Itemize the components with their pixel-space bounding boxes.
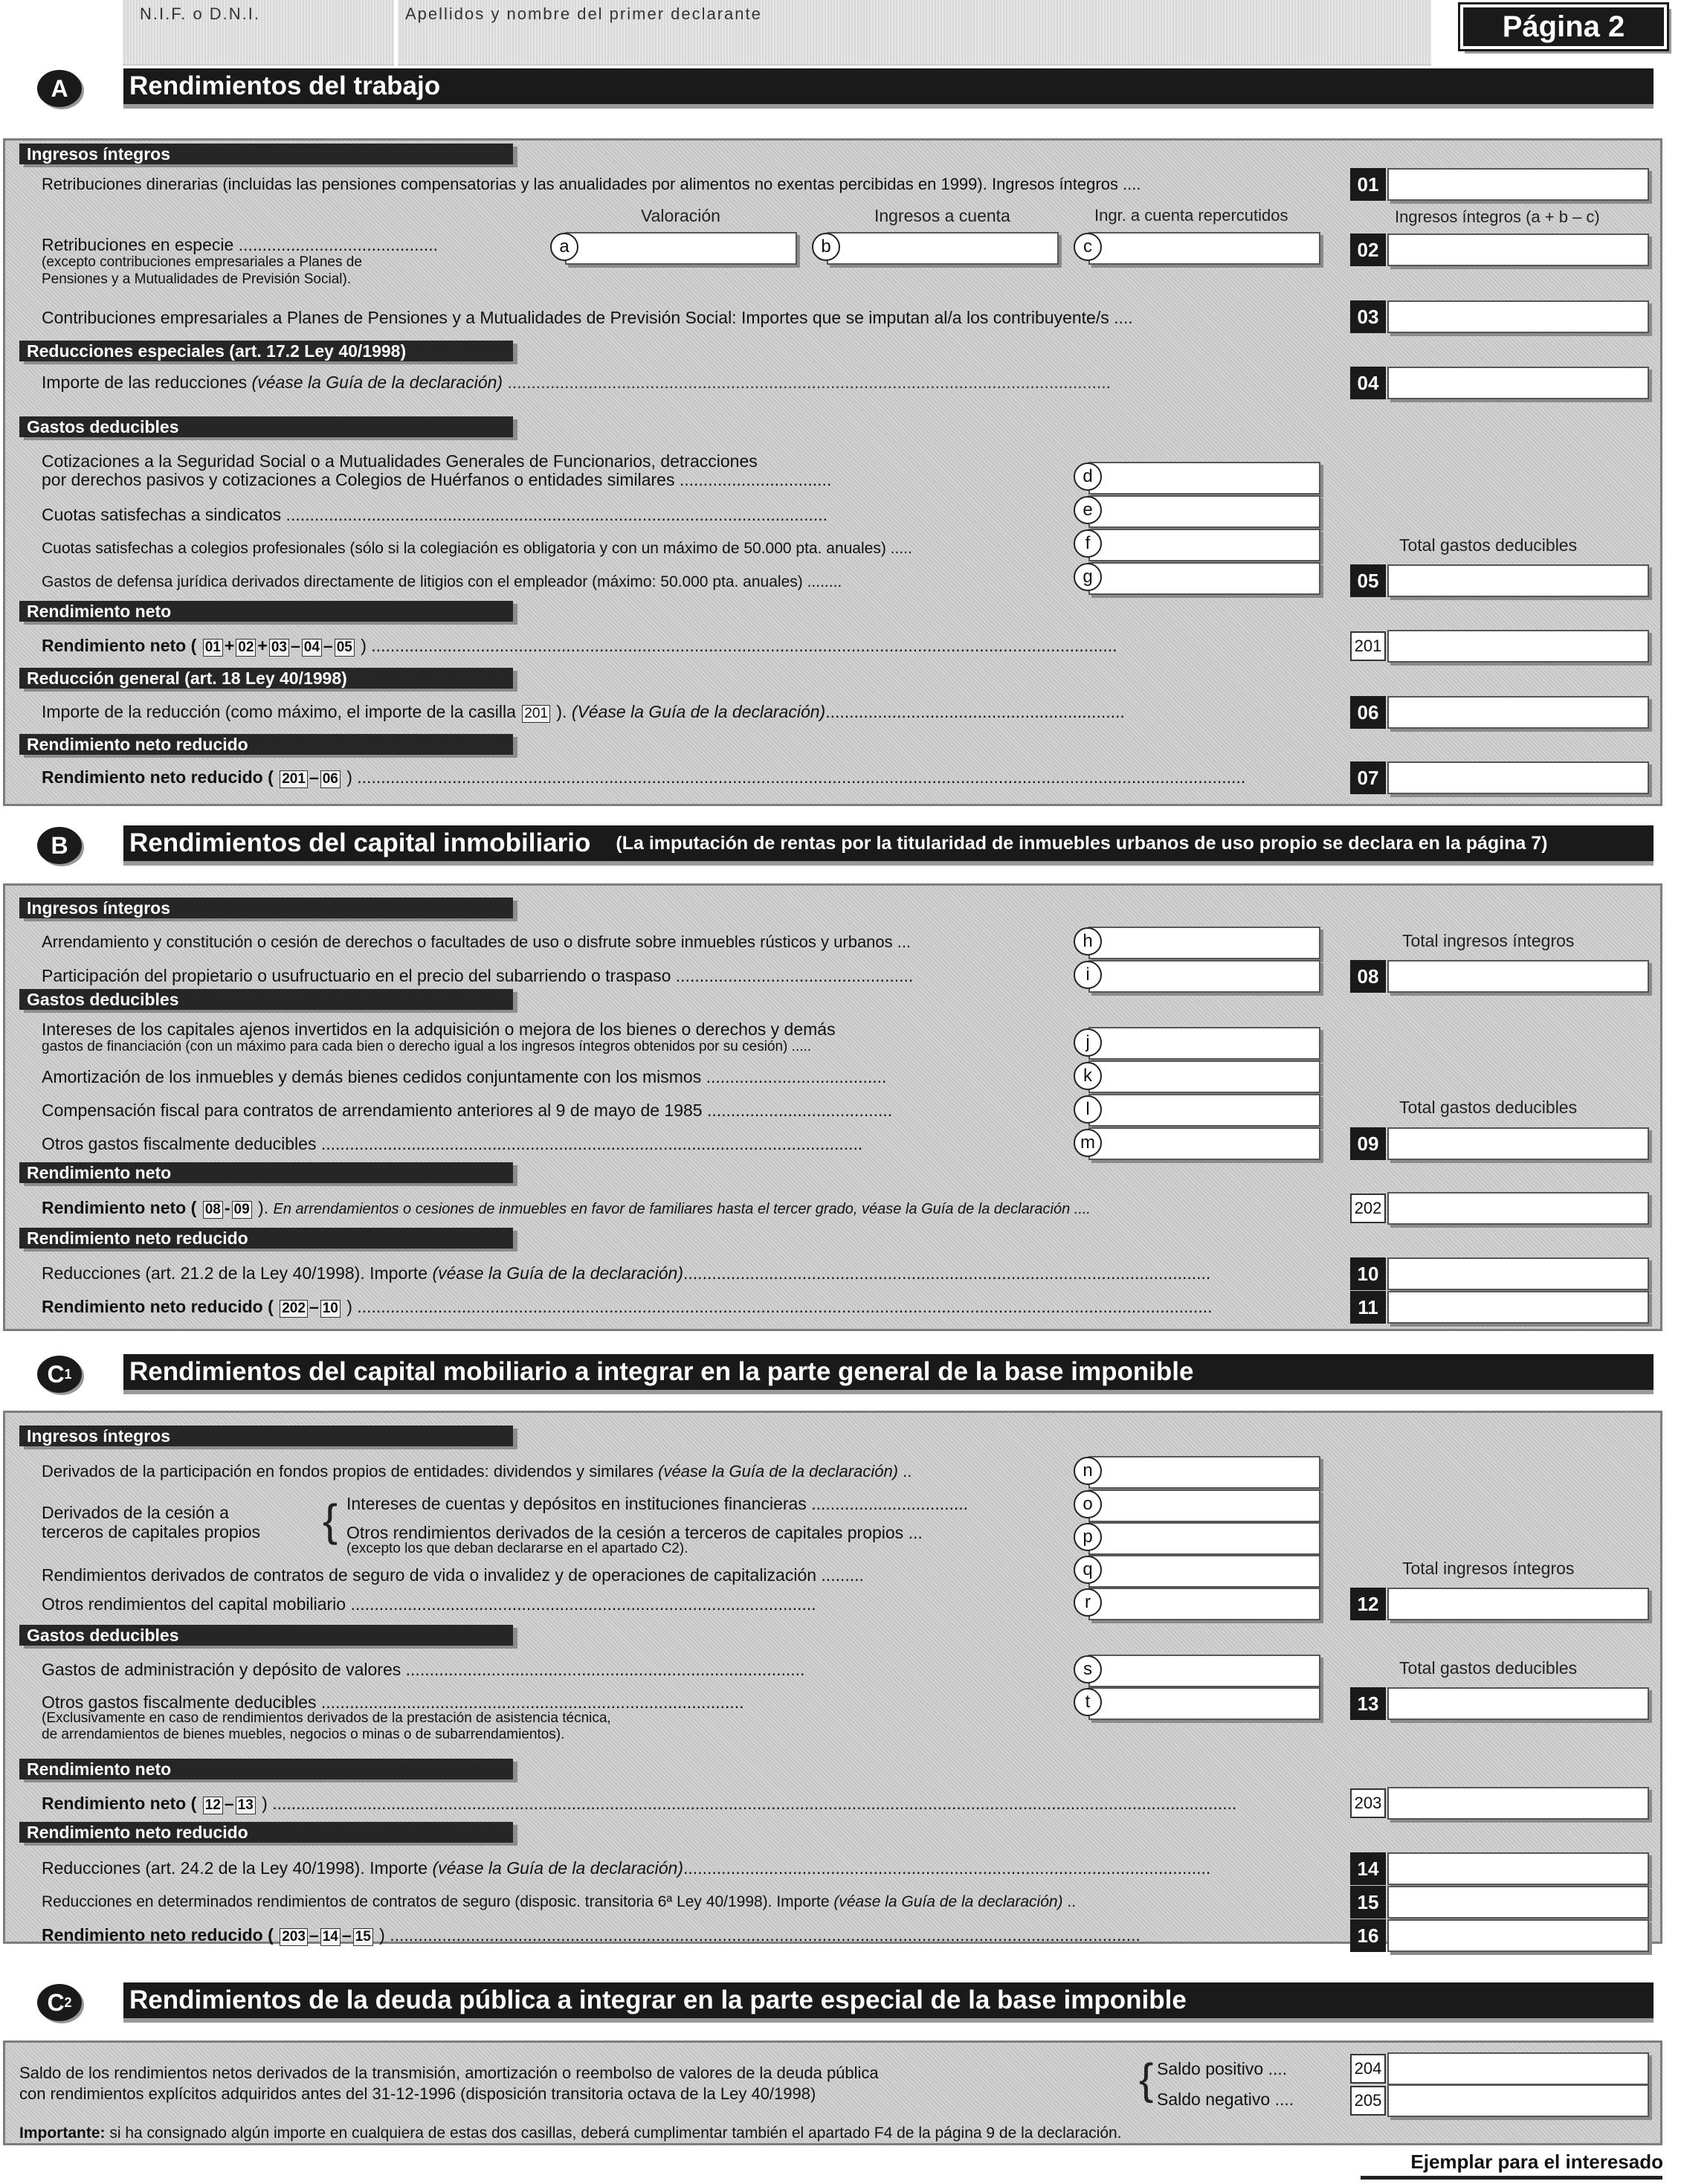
box-01: 01	[1350, 168, 1386, 201]
row-gastos-administracion: Gastos de administración y depósito de valores ....................................................................................	[42, 1660, 805, 1679]
field-i[interactable]	[1088, 960, 1320, 993]
row-defensa-juridica: Gastos de defensa jurídica derivados directamente de litigios con el empleador (máximo: 50.000 pta. anuales) ........	[42, 573, 842, 590]
row-cesion-capitales-label: Derivados de la cesión a terceros de capitales propios	[42, 1503, 261, 1542]
row-cuotas-colegios: Cuotas satisfechas a colegios profesionales (sólo si la colegiación es obligatoria y con un máximo de 50.000 pta. anuales) .....	[42, 540, 912, 557]
field-m[interactable]	[1088, 1127, 1320, 1160]
box-05: 05	[1350, 564, 1386, 597]
box-16: 16	[1350, 1919, 1386, 1952]
row-amortizacion-inmuebles: Amortización de los inmuebles y demás bienes cedidos conjuntamente con los mismos ......................................	[42, 1067, 887, 1086]
field-q[interactable]	[1088, 1555, 1320, 1588]
section-badge-a: A	[37, 70, 82, 107]
label-saldo-positivo: Saldo positivo ....	[1157, 2059, 1288, 2078]
field-e[interactable]	[1088, 495, 1320, 528]
field-r[interactable]	[1088, 1588, 1320, 1620]
subheader-neto-b: Rendimiento neto	[19, 1162, 513, 1183]
box-205: 205	[1350, 2086, 1386, 2116]
field-b[interactable]	[827, 232, 1059, 265]
row-participacion-fondos: Derivados de la participación en fondos propios de entidades: dividendos y similares (véase la Guía de la declaración) ..	[42, 1462, 912, 1481]
subheader-ingresos-c1: Ingresos íntegros	[19, 1426, 513, 1446]
circle-j: j	[1074, 1028, 1102, 1057]
box-204: 204	[1350, 2054, 1386, 2084]
circle-n: n	[1074, 1457, 1102, 1485]
field-201[interactable]	[1387, 630, 1649, 663]
circle-c: c	[1074, 233, 1102, 261]
circle-a: a	[550, 233, 578, 261]
note-importante: Importante: si ha consignado algún importe en cualquiera de estas dos casillas, deberá cumplimentar también el apartado F4 de la página 9 de la declaración.	[19, 2125, 1122, 2142]
field-06[interactable]	[1387, 696, 1649, 729]
circle-i: i	[1074, 961, 1102, 989]
field-07[interactable]	[1387, 761, 1649, 794]
field-12[interactable]	[1387, 1588, 1649, 1620]
brace-icon: {	[1139, 2055, 1154, 2104]
field-f[interactable]	[1088, 529, 1320, 561]
field-o[interactable]	[1088, 1489, 1320, 1522]
row-participacion-propietario: Participación del propietario o usufructuario en el precio del subarriendo o traspaso ..................................................	[42, 966, 914, 985]
row-rendimiento-neto-b: Rendimiento neto ( 08 - 09 ). En arrendamientos o cesiones de inmuebles en favor de familiares hasta el tercer grado, véase la Guía de la declaración ....	[42, 1198, 1091, 1217]
box-10: 10	[1350, 1257, 1386, 1290]
total-gastos-label-c1: Total gastos deducibles	[1399, 1658, 1578, 1678]
subheader-gastos-a: Gastos deducibles	[19, 416, 513, 437]
row-otros-gastos-c1: Otros gastos fiscalmente deducibles ......................................................................................... (Exclusivamente en caso de rendimientos derivados de la prestación de asistencia técnica, de arrendamientos de bienes muebles, negocios o minas o de subarrendamientos).	[42, 1692, 744, 1742]
row-seguro-vida: Rendimientos derivados de contratos de seguro de vida o invalidez y de operaciones de capitalización .........	[42, 1565, 864, 1585]
circle-b: b	[812, 233, 840, 261]
field-03[interactable]	[1387, 300, 1649, 333]
field-08[interactable]	[1387, 960, 1649, 993]
circle-p: p	[1074, 1523, 1102, 1551]
field-t[interactable]	[1088, 1687, 1320, 1720]
box-04: 04	[1350, 367, 1386, 399]
row-rendimiento-neto-reducido-c1: Rendimiento neto reducido ( 203 – 14 – 15 ) ..............................................................................................................................................................	[42, 1925, 1141, 1945]
row-intereses-capitales: Intereses de los capitales ajenos invertidos en la adquisición o mejora de los bienes o derechos y demás gastos de financiación (con un máximo para cada bien o derecho igual a los ingresos íntegros obtenidos por su cesión) .....	[42, 1019, 836, 1054]
field-n[interactable]	[1088, 1456, 1320, 1489]
box-15: 15	[1350, 1886, 1386, 1919]
box-202: 202	[1350, 1194, 1386, 1223]
col-ingresos-integros: Ingresos íntegros (a + b – c)	[1395, 207, 1600, 226]
subheader-gastos-c1: Gastos deducibles	[19, 1625, 513, 1646]
subheader-neto-a: Rendimiento neto	[19, 601, 513, 622]
circle-d: d	[1074, 463, 1102, 491]
field-10[interactable]	[1387, 1257, 1649, 1290]
circle-o: o	[1074, 1490, 1102, 1518]
col-valoracion: Valoración	[641, 206, 720, 225]
row-reducciones-b: Reducciones (art. 21.2 de la Ley 40/1998). Importe (véase la Guía de la declaración)...............................................................................................................	[42, 1263, 1211, 1283]
circle-t: t	[1074, 1688, 1102, 1716]
field-203[interactable]	[1387, 1787, 1649, 1820]
circle-q: q	[1074, 1556, 1102, 1584]
col-ingresos-a-cuenta: Ingresos a cuenta	[874, 206, 1010, 225]
total-gastos-label-b: Total gastos deducibles	[1399, 1098, 1578, 1117]
brace-icon: {	[323, 1495, 338, 1545]
box-12: 12	[1350, 1588, 1386, 1620]
box-14: 14	[1350, 1852, 1386, 1885]
row-cuotas-sindicatos: Cuotas satisfechas a sindicatos ..................................................................................................................	[42, 505, 828, 524]
row-contribuciones-empresariales: Contribuciones empresariales a Planes de Pensiones y a Mutualidades de Previsión Social: Importes que se imputan al/a los contribuyente/s ....	[42, 308, 1133, 327]
row-otros-gastos-b: Otros gastos fiscalmente deducibles ..................................................................................................................	[42, 1134, 863, 1153]
field-13[interactable]	[1387, 1687, 1649, 1720]
circle-l: l	[1074, 1095, 1102, 1124]
field-g[interactable]	[1088, 562, 1320, 595]
field-a[interactable]	[565, 232, 797, 265]
field-14[interactable]	[1387, 1852, 1649, 1885]
field-205[interactable]	[1387, 2084, 1649, 2117]
section-badge-b: B	[37, 827, 82, 864]
box-06: 06	[1350, 696, 1386, 729]
label-saldo-negativo: Saldo negativo ....	[1157, 2090, 1294, 2109]
field-204[interactable]	[1387, 2052, 1649, 2085]
row-cotizaciones-ss: Cotizaciones a la Seguridad Social o a Mutualidades Generales de Funcionarios, detracciones por derechos pasivos y cotizaciones a Colegios de Huérfanos o entidades similares ................................	[42, 451, 832, 489]
row-retribuciones-especie: Retribuciones en especie .......................................... (excepto contribuciones empresariales a Planes de Pensiones y a Mutualidades de Previsión Social).	[42, 235, 439, 287]
field-p[interactable]	[1088, 1522, 1320, 1555]
subheader-reduccion-general: Reducción general (art. 18 Ley 40/1998)	[19, 668, 513, 689]
circle-s: s	[1074, 1655, 1102, 1684]
row-arrendamiento: Arrendamiento y constitución o cesión de derechos o facultades de uso o disfrute sobre inmuebles rústicos y urbanos ...	[42, 932, 912, 951]
total-ingresos-label-c1: Total ingresos íntegros	[1402, 1559, 1575, 1578]
subheader-gastos-b: Gastos deducibles	[19, 989, 513, 1010]
box-07: 07	[1350, 761, 1386, 794]
field-09[interactable]	[1387, 1127, 1649, 1160]
subheader-neto-c1: Rendimiento neto	[19, 1759, 513, 1779]
circle-m: m	[1074, 1129, 1102, 1157]
row-importe-reducciones: Importe de las reducciones (véase la Guía de la declaración) ...............................................................................................................................	[42, 373, 1112, 392]
subheader-reducciones-especiales: Reducciones especiales (art. 17.2 Ley 40/1998)	[19, 341, 513, 361]
field-k[interactable]	[1088, 1060, 1320, 1093]
field-02[interactable]	[1387, 233, 1649, 266]
total-ingresos-label-b: Total ingresos íntegros	[1402, 931, 1575, 950]
field-15[interactable]	[1387, 1886, 1649, 1919]
box-03: 03	[1350, 300, 1386, 333]
field-d[interactable]	[1088, 462, 1320, 495]
subheader-neto-reducido-b: Rendimiento neto reducido	[19, 1228, 513, 1249]
box-203: 203	[1350, 1788, 1386, 1818]
field-01[interactable]	[1387, 168, 1649, 201]
box-11: 11	[1350, 1291, 1386, 1324]
footer-underline	[1361, 2176, 1662, 2180]
box-02: 02	[1350, 233, 1386, 266]
box-13: 13	[1350, 1687, 1386, 1720]
row-rendimiento-neto-reducido-b: Rendimiento neto reducido ( 202 – 10 ) ....................................................................................................................................................................................	[42, 1297, 1213, 1316]
total-gastos-label-a: Total gastos deducibles	[1399, 535, 1578, 555]
circle-h: h	[1074, 927, 1102, 956]
row-otros-rendimientos-mobiliario: Otros rendimientos del capital mobiliario ..................................................................................................	[42, 1594, 816, 1614]
row-intereses-cuentas: Intereses de cuentas y depósitos en instituciones financieras .................................	[346, 1494, 969, 1513]
row-rendimiento-neto-reducido-a: Rendimiento neto reducido ( 201 – 06 ) ...........................................................................................................................................................................................	[42, 767, 1246, 787]
row-retribuciones-dinerarias: Retribuciones dinerarias (incluidas las pensiones compensatorias y las anualidades por alimentos no exentas percibidas en 1999). Ingresos íntegros ....	[42, 175, 1141, 193]
section-badge-c2: C 2	[37, 1984, 82, 2021]
circle-e: e	[1074, 496, 1102, 524]
field-05[interactable]	[1387, 564, 1649, 597]
field-s[interactable]	[1088, 1655, 1320, 1687]
row-otros-rendimientos-cesion: Otros rendimientos derivados de la cesión a terceros de capitales propios ... (excepto los que deban declararse en el apartado C2).	[346, 1523, 923, 1556]
section-badge-c1: C 1	[37, 1356, 82, 1393]
row-rendimiento-neto-c1: Rendimiento neto ( 12 – 13 ) ...........................................................................................................................................................................................................	[42, 1794, 1237, 1813]
row-importe-reduccion-general: Importe de la reducción (como máximo, el importe de la casilla 201 ). (Véase la Guía de la declaración)...............................................................	[42, 702, 1125, 721]
row-compensacion-fiscal: Compensación fiscal para contratos de arrendamiento anteriores al 9 de mayo de 1985 .......................................	[42, 1101, 893, 1120]
circle-k: k	[1074, 1062, 1102, 1090]
circle-g: g	[1074, 563, 1102, 591]
section-title-c2: Rendimientos de la deuda pública a integrar en la parte especial de la base imponible	[123, 1982, 1654, 2018]
row-saldo-deuda-publica: Saldo de los rendimientos netos derivados de la transmisión, amortización o reembolso de valores de la deuda pública con rendimientos explícitos adquiridos antes del 31-12-1996 (disposición transitoria octava de la Ley 40/1998)	[19, 2064, 879, 2103]
field-c[interactable]	[1088, 232, 1320, 265]
circle-f: f	[1074, 529, 1102, 558]
footer-ejemplar: Ejemplar para el interesado	[1410, 2151, 1663, 2173]
box-201: 201	[1350, 631, 1386, 661]
field-11[interactable]	[1387, 1291, 1649, 1324]
col-repercutidos: Ingr. a cuenta repercutidos	[1094, 206, 1288, 225]
circle-r: r	[1074, 1588, 1102, 1617]
field-16[interactable]	[1387, 1919, 1649, 1952]
page-number: Página 2	[1460, 4, 1667, 49]
section-title-b: Rendimientos del capital inmobiliario (La imputación de rentas por la titularidad de inmuebles urbanos de uso propio se declara en la página 7)	[123, 825, 1654, 861]
row-reducciones-seguro: Reducciones en determinados rendimientos de contratos de seguro (disposic. transitoria 6ª Ley 40/1998). Importe (véase la Guía de la declaración) ..	[42, 1893, 1077, 1910]
field-202[interactable]	[1387, 1192, 1649, 1225]
field-04[interactable]	[1387, 367, 1649, 399]
subheader-neto-reducido-a: Rendimiento neto reducido	[19, 734, 513, 755]
field-h[interactable]	[1088, 927, 1320, 959]
section-title-c1: Rendimientos del capital mobiliario a integrar en la parte general de la base imponible	[123, 1354, 1654, 1390]
subheader-ingresos-b: Ingresos íntegros	[19, 898, 513, 918]
box-09: 09	[1350, 1127, 1386, 1160]
name-label: Apellidos y nombre del primer declarante	[405, 4, 762, 23]
box-08: 08	[1350, 960, 1386, 993]
row-reducciones-c1: Reducciones (art. 24.2 de la Ley 40/1998). Importe (véase la Guía de la declaración)...............................................................................................................	[42, 1858, 1211, 1878]
subheader-neto-reducido-c1: Rendimiento neto reducido	[19, 1822, 513, 1843]
field-l[interactable]	[1088, 1094, 1320, 1127]
field-j[interactable]	[1088, 1027, 1320, 1060]
subheader-ingresos-a: Ingresos íntegros	[19, 144, 513, 164]
section-title-a: Rendimientos del trabajo	[123, 68, 1654, 104]
nif-label: N.I.F. o D.N.I.	[140, 4, 261, 23]
row-rendimiento-neto-a: Rendimiento neto ( 01 + 02 + 03 – 04 – 05 ) .............................................................................................................................................................	[42, 636, 1117, 655]
